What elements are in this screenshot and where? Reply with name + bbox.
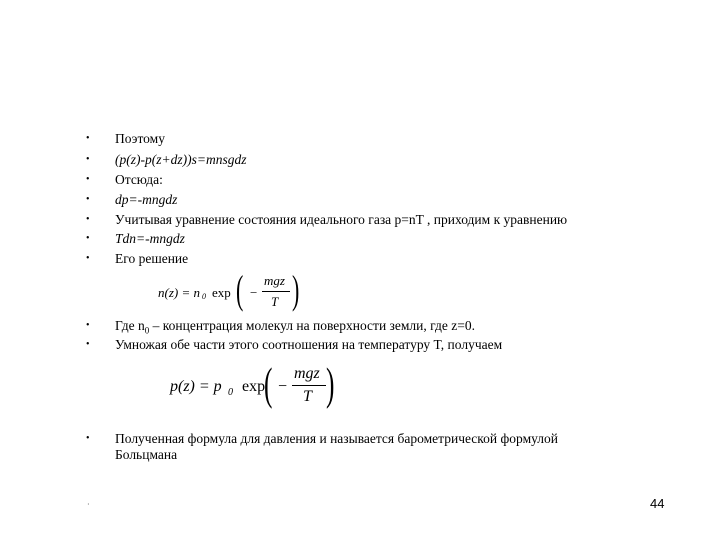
formula-subscript: 0 [228, 387, 233, 398]
text-line-8-pre: Где n [115, 318, 145, 333]
text-line-4: dp=-mngdz [115, 192, 178, 207]
text-line-8-post: – концентрация молекул на поверхности земли, где z=0. [149, 318, 475, 333]
text-line-2: (p(z)-p(z+dz))s=mnsgdz [115, 152, 247, 167]
bullet: • [86, 433, 90, 444]
text-line-8 [115, 318, 475, 339]
bullet: • [86, 133, 90, 144]
text-line-6: Tdn=-mngdz [115, 231, 185, 246]
formula-exp: exp [212, 285, 231, 300]
bullet: • [86, 253, 90, 264]
bullet: • [86, 154, 90, 165]
bullet: • [86, 214, 90, 225]
text-line-3: Отсюда: [115, 172, 163, 187]
page-number: 44 [650, 496, 665, 511]
text-line-8-sub: 0 [144, 325, 150, 336]
bullet: • [86, 320, 90, 331]
formula-lhs: n(z) = n [158, 285, 200, 300]
formula-numerator: mgz [264, 273, 285, 288]
bullet: • [86, 174, 90, 185]
text-line-1: Поэтому [115, 131, 165, 146]
formula-numerator: mgz [294, 365, 320, 382]
text-line-9: Умножая обе части этого соотношения на температуру T, получаем [115, 337, 503, 352]
bullet: • [86, 233, 90, 244]
footer-mark: · [87, 500, 90, 509]
formula-minus-sign: − [250, 285, 258, 300]
formula-lhs: p(z) = p [170, 378, 222, 395]
text-line-7: Его решение [115, 251, 189, 266]
text-line-5: Учитывая уравнение состояния идеального газа p=nT , приходим к уравнению [115, 212, 568, 227]
formula-subscript: 0 [202, 292, 206, 301]
formula-denominator: T [271, 294, 279, 309]
text-line-10b: Больцмана [115, 447, 178, 462]
bullet: • [86, 339, 90, 350]
formula-exp: exp [242, 378, 266, 395]
text-line-10a: Полученная формула для давления и называется барометрической формулой [115, 431, 558, 446]
formula-minus-sign: − [278, 378, 288, 395]
formula-denominator: T [303, 388, 312, 405]
bullet: • [86, 194, 90, 205]
